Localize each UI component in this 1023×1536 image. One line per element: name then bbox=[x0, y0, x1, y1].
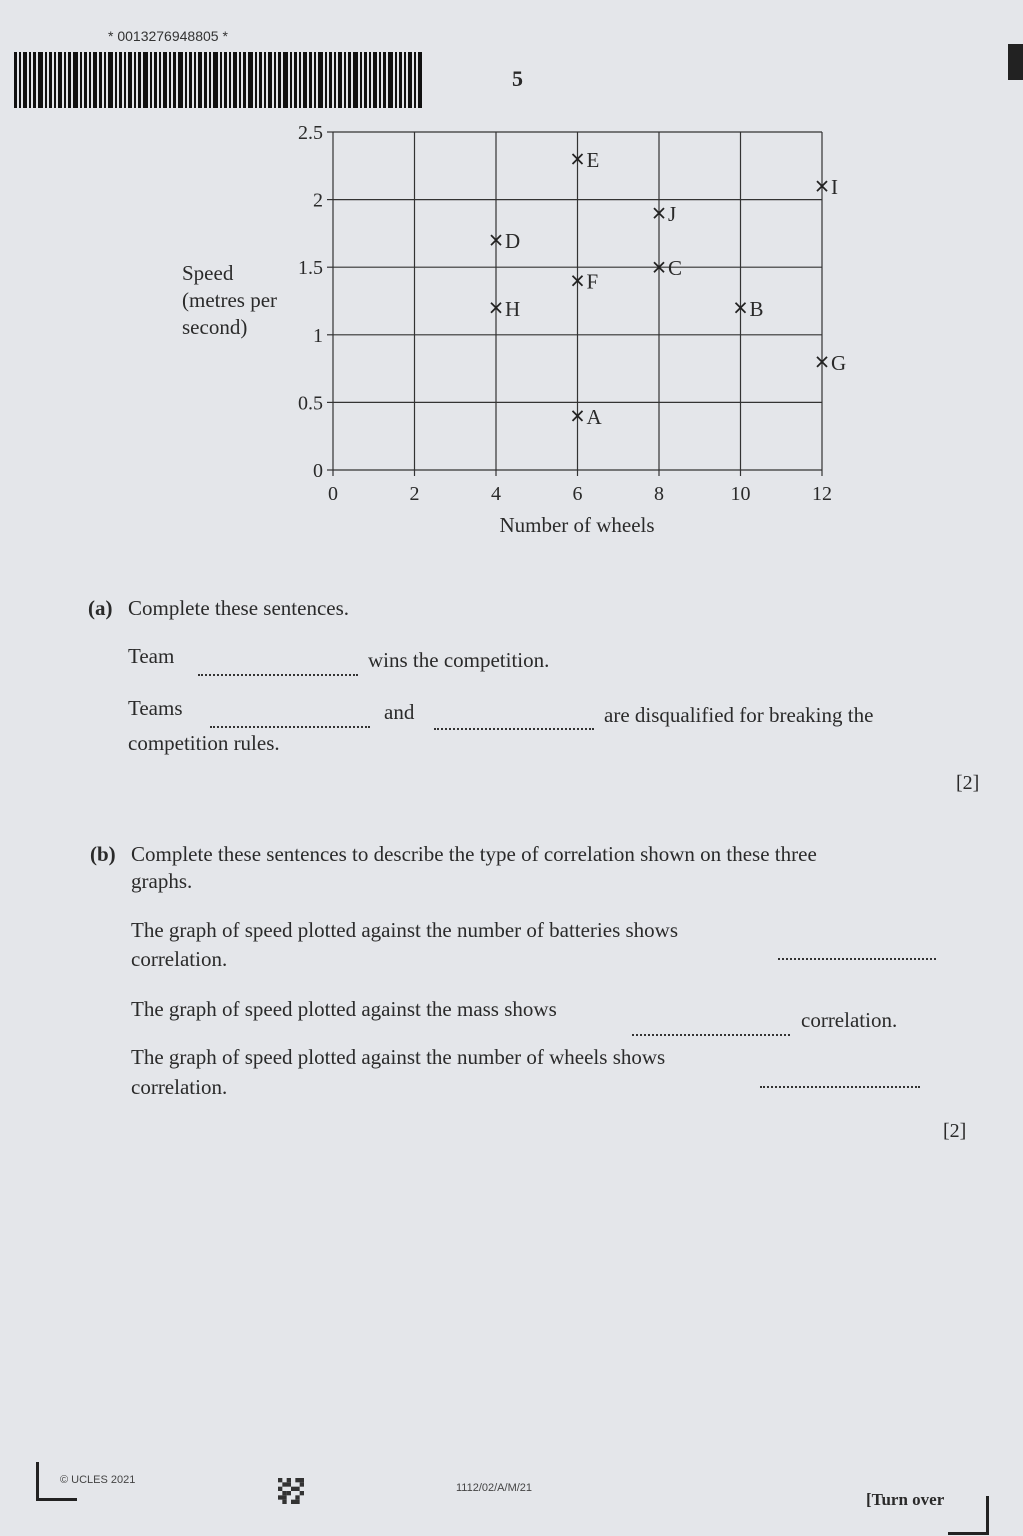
turn-over-text: [Turn over bbox=[866, 1490, 945, 1509]
point-label-H: H bbox=[505, 296, 521, 321]
x-tick-label-3: 6 bbox=[572, 483, 583, 505]
point-label-F: F bbox=[586, 269, 599, 294]
part-b-label: (b) bbox=[90, 842, 116, 866]
part-b-marks: [2] bbox=[943, 1120, 967, 1142]
point-label-C: C bbox=[668, 256, 683, 281]
x-tick-label-5: 10 bbox=[730, 483, 751, 505]
part-b-s3-text: The graph of speed plotted against the number of wheels shows bbox=[131, 1045, 666, 1069]
data-point-H bbox=[491, 297, 520, 321]
x-tick-label-2: 4 bbox=[491, 483, 501, 505]
chart-points bbox=[491, 148, 846, 429]
part-b-instruction-line1: Complete these sentences to describe the type of correlation shown on these three bbox=[131, 842, 817, 866]
y-tick-label-4: 2 bbox=[313, 189, 323, 212]
y-tick-label-3: 1.5 bbox=[298, 257, 323, 280]
part-a-label: (a) bbox=[88, 596, 113, 620]
part-a-s2-teams: Teams bbox=[128, 696, 183, 720]
part-b-s2-text: The graph of speed plotted against the mass shows bbox=[131, 997, 557, 1021]
corner-registration-mark bbox=[1008, 44, 1023, 80]
corner-bracket-right bbox=[948, 1496, 989, 1535]
copyright-text: © UCLES 2021 bbox=[60, 1474, 136, 1486]
y-tick-label-0: 0 bbox=[313, 460, 323, 482]
point-label-B: B bbox=[749, 296, 764, 321]
data-point-B bbox=[736, 297, 764, 321]
y-axis-label-line-1: Speed bbox=[182, 261, 234, 285]
y-axis-label-line-2: (metres per bbox=[182, 288, 278, 312]
point-label-G: G bbox=[831, 350, 847, 375]
answer-line-wheels-correlation[interactable] bbox=[760, 1072, 920, 1088]
x-tick-label-1: 2 bbox=[409, 483, 420, 505]
page-number: 5 bbox=[512, 66, 523, 91]
data-point-F bbox=[573, 270, 599, 294]
part-b-s3-line2: correlation. bbox=[131, 1075, 228, 1099]
answer-line-disqualified-team-1[interactable] bbox=[210, 712, 370, 728]
x-tick-label-0: 0 bbox=[328, 483, 338, 505]
point-label-J: J bbox=[668, 202, 677, 227]
part-a-s2-line2: competition rules. bbox=[128, 731, 280, 755]
point-label-D: D bbox=[505, 229, 521, 254]
y-tick-label-1: 0.5 bbox=[298, 392, 323, 415]
part-a-s1-rest: wins the competition. bbox=[368, 648, 550, 672]
x-axis-label: Number of wheels bbox=[499, 513, 655, 537]
y-axis-label-line-3: second) bbox=[182, 315, 248, 339]
data-point-D bbox=[491, 229, 520, 253]
barcode-number: * 0013276948805 * bbox=[108, 28, 228, 44]
data-point-C bbox=[654, 256, 682, 280]
part-a-s2-and: and bbox=[384, 700, 415, 724]
part-b-s1-line2: correlation. bbox=[131, 947, 228, 971]
part-b-instruction-line2: graphs. bbox=[131, 869, 193, 893]
part-a-s2-rest: are disqualified for breaking the bbox=[604, 703, 874, 727]
answer-line-disqualified-team-2[interactable] bbox=[434, 714, 594, 730]
x-tick-label-4: 8 bbox=[654, 483, 664, 505]
part-a-instruction: Complete these sentences. bbox=[128, 596, 350, 620]
answer-line-mass-correlation[interactable] bbox=[632, 1020, 790, 1036]
data-point-G bbox=[817, 351, 846, 375]
data-point-E bbox=[573, 148, 600, 172]
answer-line-winning-team[interactable] bbox=[198, 660, 358, 676]
data-point-J bbox=[654, 202, 676, 226]
part-b-s2-end: correlation. bbox=[801, 1008, 898, 1032]
y-tick-label-5: 2.5 bbox=[298, 122, 323, 144]
scatter-chart bbox=[170, 118, 870, 548]
part-a-marks: [2] bbox=[956, 772, 980, 794]
point-label-I: I bbox=[831, 175, 838, 200]
part-b-s1-text: The graph of speed plotted against the number of batteries shows bbox=[131, 918, 679, 942]
barcode-image bbox=[14, 52, 422, 108]
paper-code: 1112/02/A/M/21 bbox=[456, 1482, 533, 1494]
x-tick-label-6: 12 bbox=[812, 483, 832, 505]
data-point-I bbox=[817, 175, 838, 199]
answer-line-batteries-correlation[interactable] bbox=[778, 944, 936, 960]
point-label-E: E bbox=[586, 148, 600, 173]
y-tick-label-2: 1 bbox=[313, 324, 323, 347]
qr-code bbox=[278, 1478, 304, 1504]
point-label-A: A bbox=[586, 404, 602, 429]
part-a-s1-team: Team bbox=[128, 644, 175, 668]
